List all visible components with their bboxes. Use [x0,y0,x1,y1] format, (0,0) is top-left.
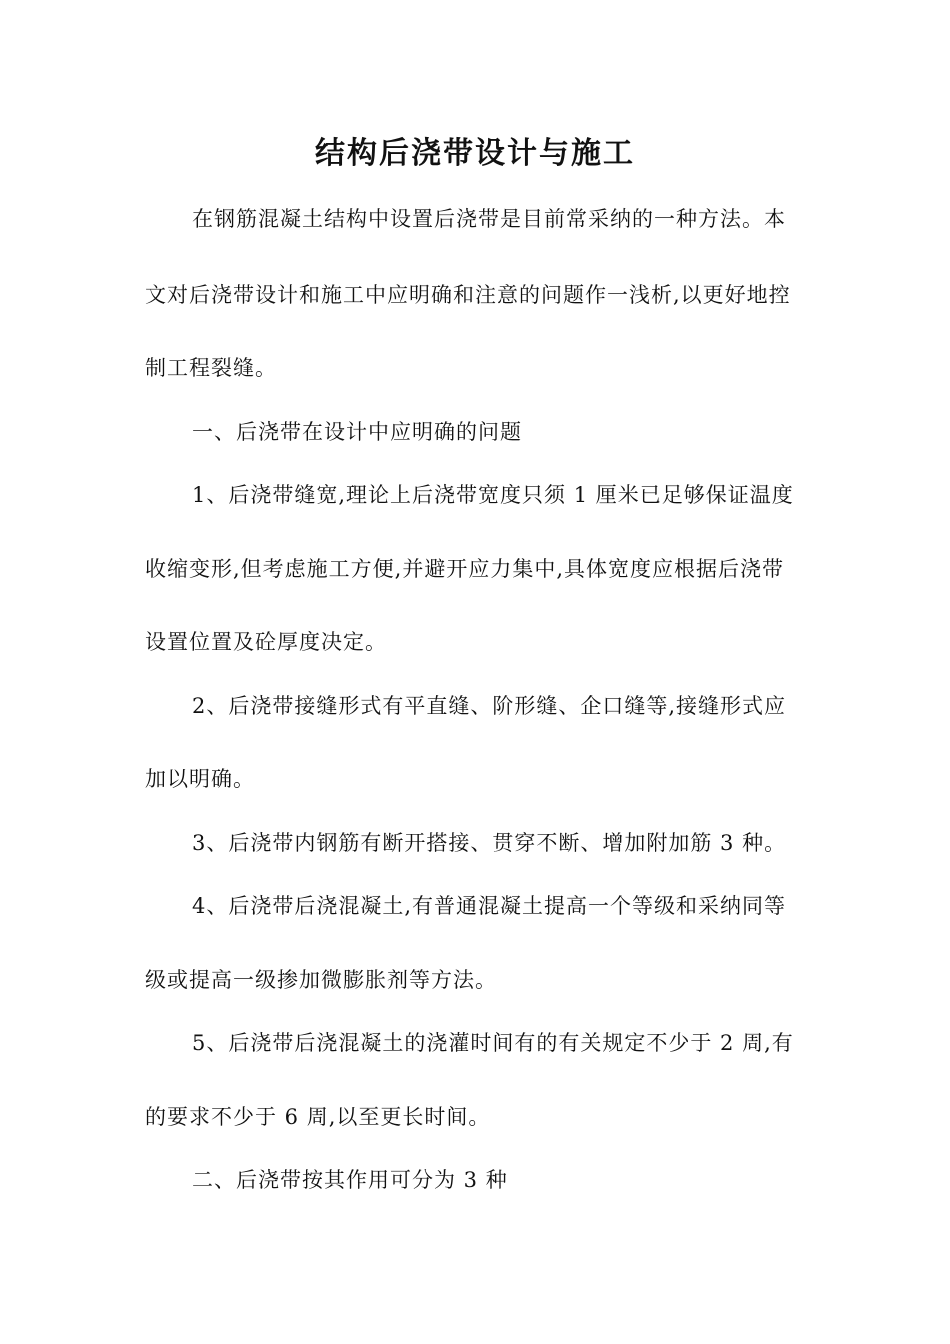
paragraph-line: 文对后浇带设计和施工中应明确和注意的问题作一浅析,以更好地控 [145,283,791,307]
paragraph-line: 4、后浇带后浇混凝土,有普通混凝土提高一个等级和采纳同等 [192,894,787,918]
paragraph-line: 制工程裂缝。 [145,356,277,380]
document-title: 结构后浇带设计与施工 [315,136,635,171]
section-heading: 二、后浇带按其作用可分为 3 种 [192,1168,508,1192]
paragraph-line: 的要求不少于 6 周,以至更长时间。 [145,1105,491,1129]
paragraph-line: 加以明确。 [145,767,255,791]
paragraph-line: 3、后浇带内钢筋有断开搭接、贯穿不断、增加附加筋 3 种。 [192,831,787,855]
paragraph-line: 2、后浇带接缝形式有平直缝、阶形缝、企口缝等,接缝形式应 [192,694,787,718]
paragraph-line: 设置位置及砼厚度决定。 [145,630,387,654]
paragraph-line: 在钢筋混凝土结构中设置后浇带是目前常采纳的一种方法。本 [192,207,786,231]
paragraph-line: 级或提高一级掺加微膨胀剂等方法。 [145,968,497,992]
paragraph-line: 收缩变形,但考虑施工方便,并避开应力集中,具体宽度应根据后浇带 [145,557,785,581]
paragraph-line: 5、后浇带后浇混凝土的浇灌时间有的有关规定不少于 2 周,有 [192,1031,794,1055]
paragraph-line: 1、后浇带缝宽,理论上后浇带宽度只须 1 厘米已足够保证温度 [192,483,794,507]
section-heading: 一、后浇带在设计中应明确的问题 [192,420,522,444]
